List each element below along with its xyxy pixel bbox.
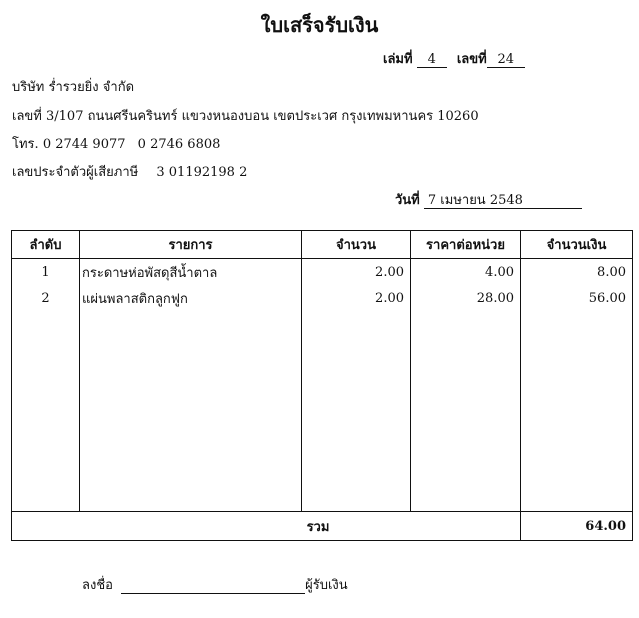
- header-item: รายการ: [80, 231, 302, 259]
- number-label: เลขที่: [456, 52, 487, 67]
- row-qty: 2.00: [302, 259, 411, 286]
- header-no: ลำดับ: [12, 231, 80, 259]
- date-value: 7 เมษายน 2548: [424, 194, 582, 209]
- row-item: กระดาษห่อพัสดุสีน้ำตาล: [80, 259, 302, 286]
- total-row: [12, 512, 633, 541]
- header-amount: จำนวนเงิน: [521, 231, 633, 259]
- table-header-row: [12, 231, 633, 259]
- tax-id-line: [12, 161, 247, 182]
- table-row: [12, 259, 633, 286]
- items-table: [11, 230, 633, 541]
- company-phone: [12, 133, 220, 154]
- row-no: 2: [12, 285, 80, 311]
- signature-label: ลงชื่อ: [82, 578, 113, 593]
- phone-1: 0 2744 9077: [42, 137, 126, 152]
- total-label: รวม: [12, 512, 521, 541]
- row-price: 4.00: [411, 259, 521, 286]
- row-amount: 56.00: [521, 285, 633, 311]
- table-filler-row: [12, 311, 633, 512]
- book-label: เล่มที่: [383, 52, 413, 67]
- signature-blank: [121, 579, 305, 594]
- receipt-title: ใบเสร็จรับเงิน: [260, 13, 379, 37]
- company-address: เลขที่ 3/107 ถนนศรีนครินทร์ แขวงหนองบอน เขตประเวศ กรุงเทพมหานคร 10260: [12, 109, 479, 124]
- row-no: 1: [12, 259, 80, 286]
- signature-role: ผู้รับเงิน: [305, 578, 348, 593]
- book-value: 4: [417, 53, 447, 68]
- total-amount: 64.00: [521, 512, 633, 541]
- row-price: 28.00: [411, 285, 521, 311]
- phone-label: โทร.: [12, 137, 39, 152]
- row-amount: 8.00: [521, 259, 633, 286]
- tax-id: 3 01192198 2: [156, 165, 248, 180]
- header-price: ราคาต่อหน่วย: [411, 231, 521, 259]
- table-row: [12, 285, 633, 311]
- header-qty: จำนวน: [302, 231, 411, 259]
- row-qty: 2.00: [302, 285, 411, 311]
- number-value: 24: [487, 53, 525, 68]
- company-name: บริษัท ร่ำรวยยิ่ง จำกัด: [12, 80, 135, 95]
- phone-2: 0 2746 6808: [137, 137, 221, 152]
- tax-label: เลขประจำตัวผู้เสียภาษี: [12, 165, 139, 180]
- book-number-line: [383, 48, 525, 69]
- date-label: วันที่: [395, 193, 420, 208]
- row-item: แผ่นพลาสติกลูกฟูก: [80, 285, 302, 311]
- date-line: [395, 189, 582, 210]
- signature-line: [82, 574, 348, 595]
